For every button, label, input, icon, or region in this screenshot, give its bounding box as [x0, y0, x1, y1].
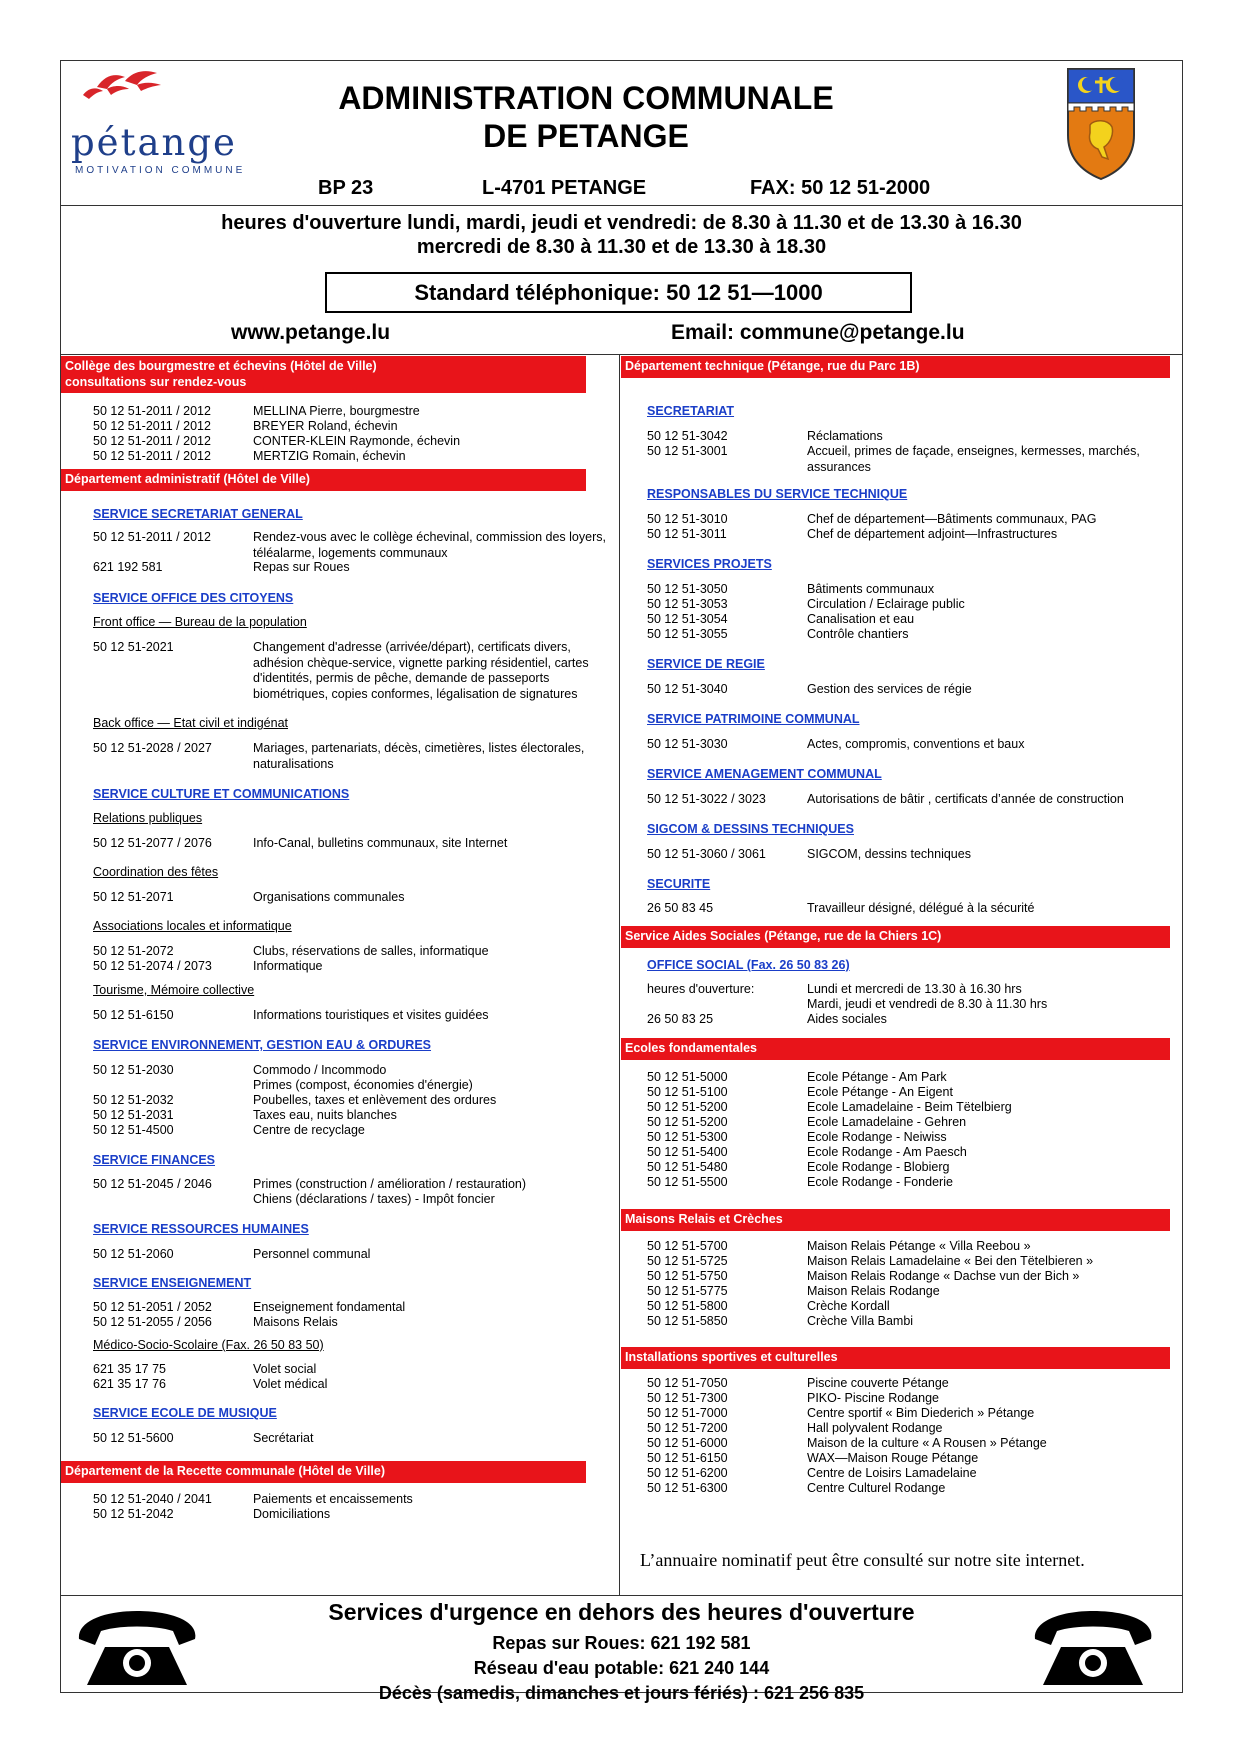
contact-row [621, 612, 1182, 628]
service-heading [61, 591, 618, 607]
contact-description: Mariages, partenariats, décès, cimetières, listes électorales, naturalisations [253, 741, 585, 771]
service-heading [61, 787, 618, 803]
phone-number: 50 12 51-5480 [647, 1160, 728, 1174]
phone-number: 50 12 51-2028 / 2027 [93, 741, 212, 755]
contact-description: Repas sur Roues [253, 560, 350, 574]
phone-number: 50 12 51-5750 [647, 1269, 728, 1283]
contact-row [61, 1247, 618, 1263]
service-heading [61, 1222, 618, 1238]
bp-address: BP 23 [318, 177, 374, 199]
contact-description: Domiciliations [253, 1507, 331, 1521]
contact-description: Autorisations de bâtir , certificats d’année de construction [807, 792, 1124, 806]
contact-description: Hall polyvalent Rodange [807, 1421, 943, 1435]
phone-number: 50 12 51-5300 [647, 1130, 728, 1144]
phone-number [93, 1078, 253, 1094]
service-title-link[interactable]: SECURITE [647, 877, 711, 891]
phone-number: 50 12 51-6150 [647, 1451, 728, 1465]
contact-row [61, 1078, 618, 1094]
petange-logo [67, 65, 257, 175]
phone-number: 50 12 51-3030 [647, 737, 728, 751]
contact-row [61, 836, 618, 852]
phone-number: 50 12 51-2011 / 2012 [93, 434, 211, 448]
service-heading [61, 1406, 618, 1422]
contact-row [61, 1377, 618, 1393]
contact-row [61, 1123, 618, 1139]
phone-number: 50 12 51-2011 / 2012 [93, 530, 211, 544]
phone-number: 50 12 51-2055 / 2056 [93, 1315, 212, 1329]
emergency-title: Services d'urgence en dehors des heures d'ouverture [328, 1599, 915, 1625]
contact-row [61, 890, 618, 906]
service-title-link[interactable]: SERVICE DE REGIE [647, 657, 765, 671]
contact-row [621, 1012, 1182, 1028]
contact-description: Ecole Pétange - Am Park [807, 1070, 947, 1084]
contact-row [61, 419, 618, 435]
contact-row [621, 1239, 1182, 1255]
service-title-link[interactable]: RESPONSABLES DU SERVICE TECHNIQUE [647, 487, 908, 501]
phone-number: 50 12 51-5700 [647, 1239, 728, 1253]
hours-line-2: mercredi de 8.30 à 11.30 et de 13.30 à 18.30 [416, 236, 827, 258]
phone-number: 50 12 51-5600 [93, 1431, 174, 1445]
contact-row [621, 997, 1182, 1013]
subsection-title: Associations locales et informatique [93, 919, 292, 933]
contact-description: Centre de recyclage [253, 1123, 365, 1137]
contact-row [621, 1175, 1182, 1191]
contact-row [621, 1145, 1182, 1161]
service-heading [621, 712, 1182, 728]
contact-row [61, 640, 618, 702]
contact-description: Chef de département adjoint—Infrastructures [807, 527, 1058, 541]
contact-row [621, 847, 1182, 863]
emergency-line-2: Réseau d'eau potable: 621 240 144 [473, 1658, 770, 1678]
contact-row [621, 1085, 1182, 1101]
contact-description: Bâtiments communaux [807, 582, 935, 596]
subsection-heading [61, 811, 618, 827]
phone-number: 50 12 51-2011 / 2012 [93, 404, 211, 418]
contact-row [621, 901, 1182, 917]
service-heading [621, 877, 1182, 893]
contact-row [61, 404, 618, 420]
service-heading [61, 1153, 618, 1169]
contact-description: WAX—Maison Rouge Pétange [807, 1451, 979, 1465]
contact-description: Travailleur désigné, délégué à la sécurité [807, 901, 1035, 915]
phone-number: 50 12 51-7200 [647, 1421, 728, 1435]
right-column [621, 354, 1182, 1595]
contact-description: Piscine couverte Pétange [807, 1376, 949, 1390]
phone-number: 50 12 51-2042 [93, 1507, 174, 1521]
email-link[interactable]: Email: commune@petange.lu [671, 321, 965, 344]
phone-number: 621 192 581 [93, 560, 163, 574]
section-header [621, 1347, 1170, 1369]
contact-description: Mardi, jeudi et vendredi de 8.30 à 11.30 hrs [807, 997, 1048, 1011]
subsection-title: Médico-Socio-Scolaire (Fax. 26 50 83 50) [93, 1338, 324, 1352]
contact-description: Volet médical [253, 1377, 328, 1391]
phone-number: 50 12 51-3001 [647, 444, 728, 458]
contact-description: Primes (compost, économies d'énergie) [253, 1078, 473, 1092]
phone-number: 50 12 51-5000 [647, 1070, 728, 1084]
contact-description: Maison Relais Lamadelaine « Bei den Tëtelbieren » [807, 1254, 1094, 1268]
contact-row [621, 512, 1182, 528]
contact-description: Commodo / Incommodo [253, 1063, 387, 1077]
contact-description: Clubs, réservations de salles, informatique [253, 944, 489, 958]
phone-number: 50 12 51-3011 [647, 527, 727, 541]
contact-row [61, 1300, 618, 1316]
subsection-title: Front office — Bureau de la population [93, 615, 307, 629]
logo-tagline: MOTIVATION COMMUNE [75, 165, 246, 176]
opening-hours [61, 211, 1182, 259]
phone-number: 50 12 51-5500 [647, 1175, 728, 1189]
phone-number: 50 12 51-6000 [647, 1436, 728, 1450]
contact-description: Actes, compromis, conventions et baux [807, 737, 1025, 751]
contact-row [621, 1421, 1182, 1437]
contact-description: Poubelles, taxes et enlèvement des ordures [253, 1093, 497, 1107]
phone-number: 50 12 51-3010 [647, 512, 728, 526]
contact-row [61, 1108, 618, 1124]
phone-number: heures d'ouverture: [647, 982, 755, 996]
directory-note: L’annuaire nominatif peut être consulté sur notre site internet. [640, 1550, 1085, 1570]
phone-number: 50 12 51-6300 [647, 1481, 728, 1495]
contact-description: Accueil, primes de façade, enseignes, kermesses, marchés, assurances [807, 444, 1140, 474]
contact-description: Paiements et encaissements [253, 1492, 413, 1506]
service-heading [61, 1276, 618, 1292]
phone-number: 50 12 51-3022 / 3023 [647, 792, 766, 806]
phone-number: 50 12 51-2077 / 2076 [93, 836, 212, 850]
contact-row [61, 1093, 618, 1109]
phone-number: 50 12 51-5400 [647, 1145, 728, 1159]
contact-row [621, 1436, 1182, 1452]
subsection-heading [61, 1338, 618, 1354]
contact-description: Maison Relais Rodange « Dachse vun der Bich » [807, 1269, 1080, 1283]
service-title-link[interactable]: SERVICE FINANCES [93, 1153, 216, 1167]
phone-number: 50 12 51-3053 [647, 597, 728, 611]
phone-number: 50 12 51-2045 / 2046 [93, 1177, 212, 1191]
contact-row [621, 597, 1182, 613]
contact-description: Enseignement fondamental [253, 1300, 406, 1314]
contact-row [621, 1451, 1182, 1467]
phone-number: 50 12 51-6200 [647, 1466, 728, 1480]
contact-description: Circulation / Eclairage public [807, 597, 965, 611]
emergency-footer [61, 1597, 1182, 1703]
contact-row [621, 582, 1182, 598]
subsection-title: Tourisme, Mémoire collective [93, 983, 255, 997]
contact-description: Informatique [253, 959, 323, 973]
contact-description: Ecole Pétange - An Eigent [807, 1085, 953, 1099]
service-heading [61, 507, 618, 523]
contact-row [61, 1008, 618, 1024]
phone-number: 50 12 51-2031 [93, 1108, 174, 1122]
service-title-link[interactable]: SIGCOM & DESSINS TECHNIQUES [647, 822, 854, 836]
service-heading [621, 557, 1182, 573]
phone-number: 50 12 51-2011 / 2012 [93, 419, 211, 433]
contact-description: Maison de la culture « A Rousen » Pétange [807, 1436, 1047, 1450]
phone-number: 50 12 51-4500 [93, 1123, 174, 1137]
phone-number: 50 12 51-2072 [93, 944, 174, 958]
contact-row [621, 1391, 1182, 1407]
section-header-text: Ecoles fondamentales [625, 1041, 757, 1055]
phone-number [647, 997, 807, 1013]
contact-description: Contrôle chantiers [807, 627, 909, 641]
contact-description: Crèche Kordall [807, 1299, 890, 1313]
contact-description: Primes (construction / amélioration / restauration) [253, 1177, 527, 1191]
section-header [621, 1209, 1170, 1231]
contact-row [621, 1130, 1182, 1146]
contact-description: Secrétariat [253, 1431, 314, 1445]
service-title-link[interactable]: SERVICE PATRIMOINE COMMUNAL [647, 712, 860, 726]
section-header [621, 926, 1170, 948]
contact-description: Informations touristiques et visites guidées [253, 1008, 489, 1022]
contact-description: Ecole Rodange - Am Paesch [807, 1145, 967, 1159]
contact-description: Chiens (déclarations / taxes) - Impôt foncier [253, 1192, 495, 1206]
phone-number: 50 12 51-2021 [93, 640, 174, 654]
left-column [61, 354, 618, 1595]
contact-description: Canalisation et eau [807, 612, 915, 626]
service-heading [621, 487, 1182, 503]
contact-row [61, 944, 618, 960]
contact-description: Maison Relais Pétange « Villa Reebou » [807, 1239, 1031, 1253]
service-heading [621, 657, 1182, 673]
contact-description: Ecole Rodange - Blobierg [807, 1160, 950, 1174]
service-title-link[interactable]: OFFICE SOCIAL (Fax. 26 50 83 26) [647, 958, 850, 972]
contact-description: MERTZIG Romain, échevin [253, 449, 406, 463]
service-title-link[interactable]: SERVICE RESSOURCES HUMAINES [93, 1222, 309, 1236]
contact-row [621, 1406, 1182, 1422]
subsection-heading [61, 919, 618, 935]
contact-description: Changement d'adresse (arrivée/départ), certificats divers, adhésion chèque-service, vignette parking résidentiel, cartes d'identités, permis de pêche, demande de passeports biométriques, copies conformes, légalisation de signatures [253, 640, 589, 701]
coat-of-arms-icon [1064, 65, 1138, 181]
service-title-link[interactable]: SERVICE OFFICE DES CITOYENS [93, 591, 294, 605]
telephone-icon [1031, 1611, 1155, 1689]
phone-number: 50 12 51-7000 [647, 1406, 728, 1420]
phone-number: 50 12 51-6150 [93, 1008, 174, 1022]
service-title-link[interactable]: SERVICES PROJETS [647, 557, 772, 571]
phone-number [93, 1192, 253, 1208]
service-heading [621, 404, 1182, 420]
phone-number: 50 12 51-2032 [93, 1093, 174, 1107]
contact-description: Volet social [253, 1362, 317, 1376]
contact-row [621, 429, 1182, 445]
phone-number: 50 12 51-5100 [647, 1085, 728, 1099]
phone-number: 50 12 51-7300 [647, 1391, 728, 1405]
header [61, 61, 1182, 206]
contact-description: Réclamations [807, 429, 883, 443]
contact-row [621, 444, 1182, 475]
phone-number: 26 50 83 45 [647, 901, 714, 915]
phone-number: 50 12 51-3042 [647, 429, 728, 443]
contact-row [61, 1177, 618, 1193]
contact-row [61, 741, 618, 772]
contact-row [621, 1314, 1182, 1330]
contact-row [61, 1362, 618, 1378]
contact-description: Centre Culturel Rodange [807, 1481, 946, 1495]
contact-description: Maison Relais Rodange [807, 1284, 940, 1298]
contact-row [621, 627, 1182, 643]
contact-description: Taxes eau, nuits blanches [253, 1108, 397, 1122]
contact-description: Rendez-vous avec le collège échevinal, commission des loyers, téléalarme, logements communaux [253, 530, 606, 560]
contact-row [61, 1507, 618, 1523]
contact-description: Ecole Lamadelaine - Gehren [807, 1115, 967, 1129]
contact-row [61, 1192, 618, 1208]
page-frame [60, 60, 1183, 1703]
contact-row [61, 1315, 618, 1331]
contact-description: Crèche Villa Bambi [807, 1314, 914, 1328]
service-heading [621, 958, 1182, 974]
birds-icon [67, 65, 177, 123]
section-header-text: Installations sportives et culturelles [625, 1350, 838, 1364]
contact-description: Ecole Rodange - Fonderie [807, 1175, 953, 1189]
phone-number: 50 12 51-3060 / 3061 [647, 847, 766, 861]
section-header-text: Collège des bourgmestre et échevins (Hôtel de Ville) [65, 359, 377, 373]
contact-row [61, 449, 618, 465]
contact-row [621, 1284, 1182, 1300]
fax-number: FAX: 50 12 51-2000 [750, 177, 931, 199]
contact-row [621, 1481, 1182, 1497]
section-header-text: Département administratif (Hôtel de Ville) [65, 472, 310, 486]
subsection-heading [61, 615, 618, 631]
contact-description: Maisons Relais [253, 1315, 338, 1329]
section-header [61, 356, 586, 393]
contact-description: Centre de Loisirs Lamadelaine [807, 1466, 977, 1480]
phone-number: 50 12 51-2030 [93, 1063, 174, 1077]
contact-row [621, 1299, 1182, 1315]
column-divider [619, 354, 620, 1596]
phone-number: 50 12 51-2074 / 2073 [93, 959, 212, 973]
contact-row [621, 792, 1182, 808]
section-header-text: Maisons Relais et Crèches [625, 1212, 783, 1226]
contact-row [621, 527, 1182, 543]
logo-word: pétange [71, 121, 237, 164]
contact-row [621, 1466, 1182, 1482]
contact-row [61, 959, 618, 975]
section-header [621, 356, 1170, 378]
service-title-link[interactable]: SERVICE SECRETARIAT GENERAL [93, 507, 303, 521]
contact-description: BREYER Roland, échevin [253, 419, 398, 433]
service-title-link[interactable]: SERVICE ECOLE DE MUSIQUE [93, 1406, 277, 1420]
contact-row [621, 1269, 1182, 1285]
phone-number: 50 12 51-2060 [93, 1247, 174, 1261]
service-title-link[interactable]: SERVICE ENVIRONNEMENT, GESTION EAU & ORDURES [93, 1038, 432, 1052]
service-heading [621, 767, 1182, 783]
phone-number: 50 12 51-2011 / 2012 [93, 449, 211, 463]
section-header [61, 469, 586, 491]
standard-phone-box: Standard téléphonique: 50 12 51—1000 [325, 272, 912, 313]
service-heading [621, 822, 1182, 838]
section-header [621, 1038, 1170, 1060]
page-title [311, 79, 861, 155]
contact-description: MELLINA Pierre, bourgmestre [253, 404, 420, 418]
contact-description: Chef de département—Bâtiments communaux, PAG [807, 512, 1097, 526]
website-link[interactable]: www.petange.lu [231, 321, 391, 344]
contact-row [61, 1492, 618, 1508]
section-header [61, 1461, 586, 1483]
contact-row [621, 982, 1182, 998]
subsection-title: Relations publiques [93, 811, 203, 825]
phone-number: 50 12 51-3054 [647, 612, 728, 626]
phone-number: 50 12 51-2051 / 2052 [93, 1300, 212, 1314]
phone-number: 50 12 51-5850 [647, 1314, 728, 1328]
section-header-text: Département technique (Pétange, rue du Parc 1B) [625, 359, 920, 373]
contact-row [621, 1070, 1182, 1086]
section-header-text: Service Aides Sociales (Pétange, rue de la Chiers 1C) [625, 929, 942, 943]
title-line-2: DE PETANGE [483, 118, 689, 154]
section-header-text: Département de la Recette communale (Hôtel de Ville) [65, 1464, 386, 1478]
phone-number: 50 12 51-5725 [647, 1254, 728, 1268]
contact-row [621, 682, 1182, 698]
contact-description: Lundi et mercredi de 13.30 à 16.30 hrs [807, 982, 1022, 996]
postal-address: L-4701 PETANGE [482, 177, 647, 199]
contact-description: CONTER-KLEIN Raymonde, échevin [253, 434, 461, 448]
service-title-link[interactable]: SERVICE CULTURE ET COMMUNICATIONS [93, 787, 350, 801]
phone-number: 50 12 51-3040 [647, 682, 728, 696]
contact-row [621, 1376, 1182, 1392]
title-line-1: ADMINISTRATION COMMUNALE [338, 80, 834, 116]
contact-description: Ecole Rodange - Neiwiss [807, 1130, 947, 1144]
phone-number: 50 12 51-2040 / 2041 [93, 1492, 212, 1506]
service-heading [61, 1038, 618, 1054]
contact-row [621, 1115, 1182, 1131]
phone-number: 50 12 51-5200 [647, 1115, 728, 1129]
contact-row [621, 1100, 1182, 1116]
subsection-heading [61, 865, 618, 881]
subsection-heading [61, 983, 618, 999]
contact-description: Gestion des services de régie [807, 682, 972, 696]
footer-divider [61, 1595, 1182, 1596]
contact-description: Aides sociales [807, 1012, 887, 1026]
subsection-title: Coordination des fêtes [93, 865, 219, 879]
contact-row [61, 1431, 618, 1447]
phone-number: 50 12 51-2071 [93, 890, 174, 904]
service-title-link[interactable]: SERVICE AMENAGEMENT COMMUNAL [647, 767, 882, 781]
service-title-link[interactable]: SERVICE ENSEIGNEMENT [93, 1276, 252, 1290]
contact-description: Centre sportif « Bim Diederich » Pétange [807, 1406, 1035, 1420]
contact-row [621, 1160, 1182, 1176]
contact-row [621, 1254, 1182, 1270]
contact-description: Info-Canal, bulletins communaux, site Internet [253, 836, 508, 850]
subsection-heading [61, 716, 618, 732]
contact-row [61, 434, 618, 450]
contact-description: SIGCOM, dessins techniques [807, 847, 971, 861]
emergency-line-3: Décès (samedis, dimanches et jours fériés) : 621 256 835 [378, 1683, 865, 1703]
emergency-line-1: Repas sur Roues: 621 192 581 [492, 1633, 751, 1653]
phone-number: 26 50 83 25 [647, 1012, 714, 1026]
subsection-title: Back office — Etat civil et indigénat [93, 716, 289, 730]
section-header-subtext: consultations sur rendez-vous [65, 374, 247, 389]
phone-number: 50 12 51-3050 [647, 582, 728, 596]
contact-row [621, 737, 1182, 753]
contact-description: Ecole Lamadelaine - Beim Tëtelbierg [807, 1100, 1012, 1114]
hours-line-1: heures d'ouverture lundi, mardi, jeudi et vendredi: de 8.30 à 11.30 et de 13.30 à 16.30 [221, 212, 1022, 234]
contact-row [61, 530, 618, 561]
contact-description: PIKO- Piscine Rodange [807, 1391, 940, 1405]
contact-row [61, 1063, 618, 1079]
phone-number: 50 12 51-5800 [647, 1299, 728, 1313]
phone-number: 50 12 51-5775 [647, 1284, 728, 1298]
phone-number: 50 12 51-5200 [647, 1100, 728, 1114]
contact-description: Organisations communales [253, 890, 405, 904]
contact-row [61, 560, 618, 576]
phone-number: 50 12 51-3055 [647, 627, 728, 641]
phone-number: 50 12 51-7050 [647, 1376, 728, 1390]
contact-description: Personnel communal [253, 1247, 371, 1261]
phone-number: 621 35 17 75 [93, 1362, 166, 1376]
phone-number: 621 35 17 76 [93, 1377, 166, 1391]
service-title-link[interactable]: SECRETARIAT [647, 404, 735, 418]
